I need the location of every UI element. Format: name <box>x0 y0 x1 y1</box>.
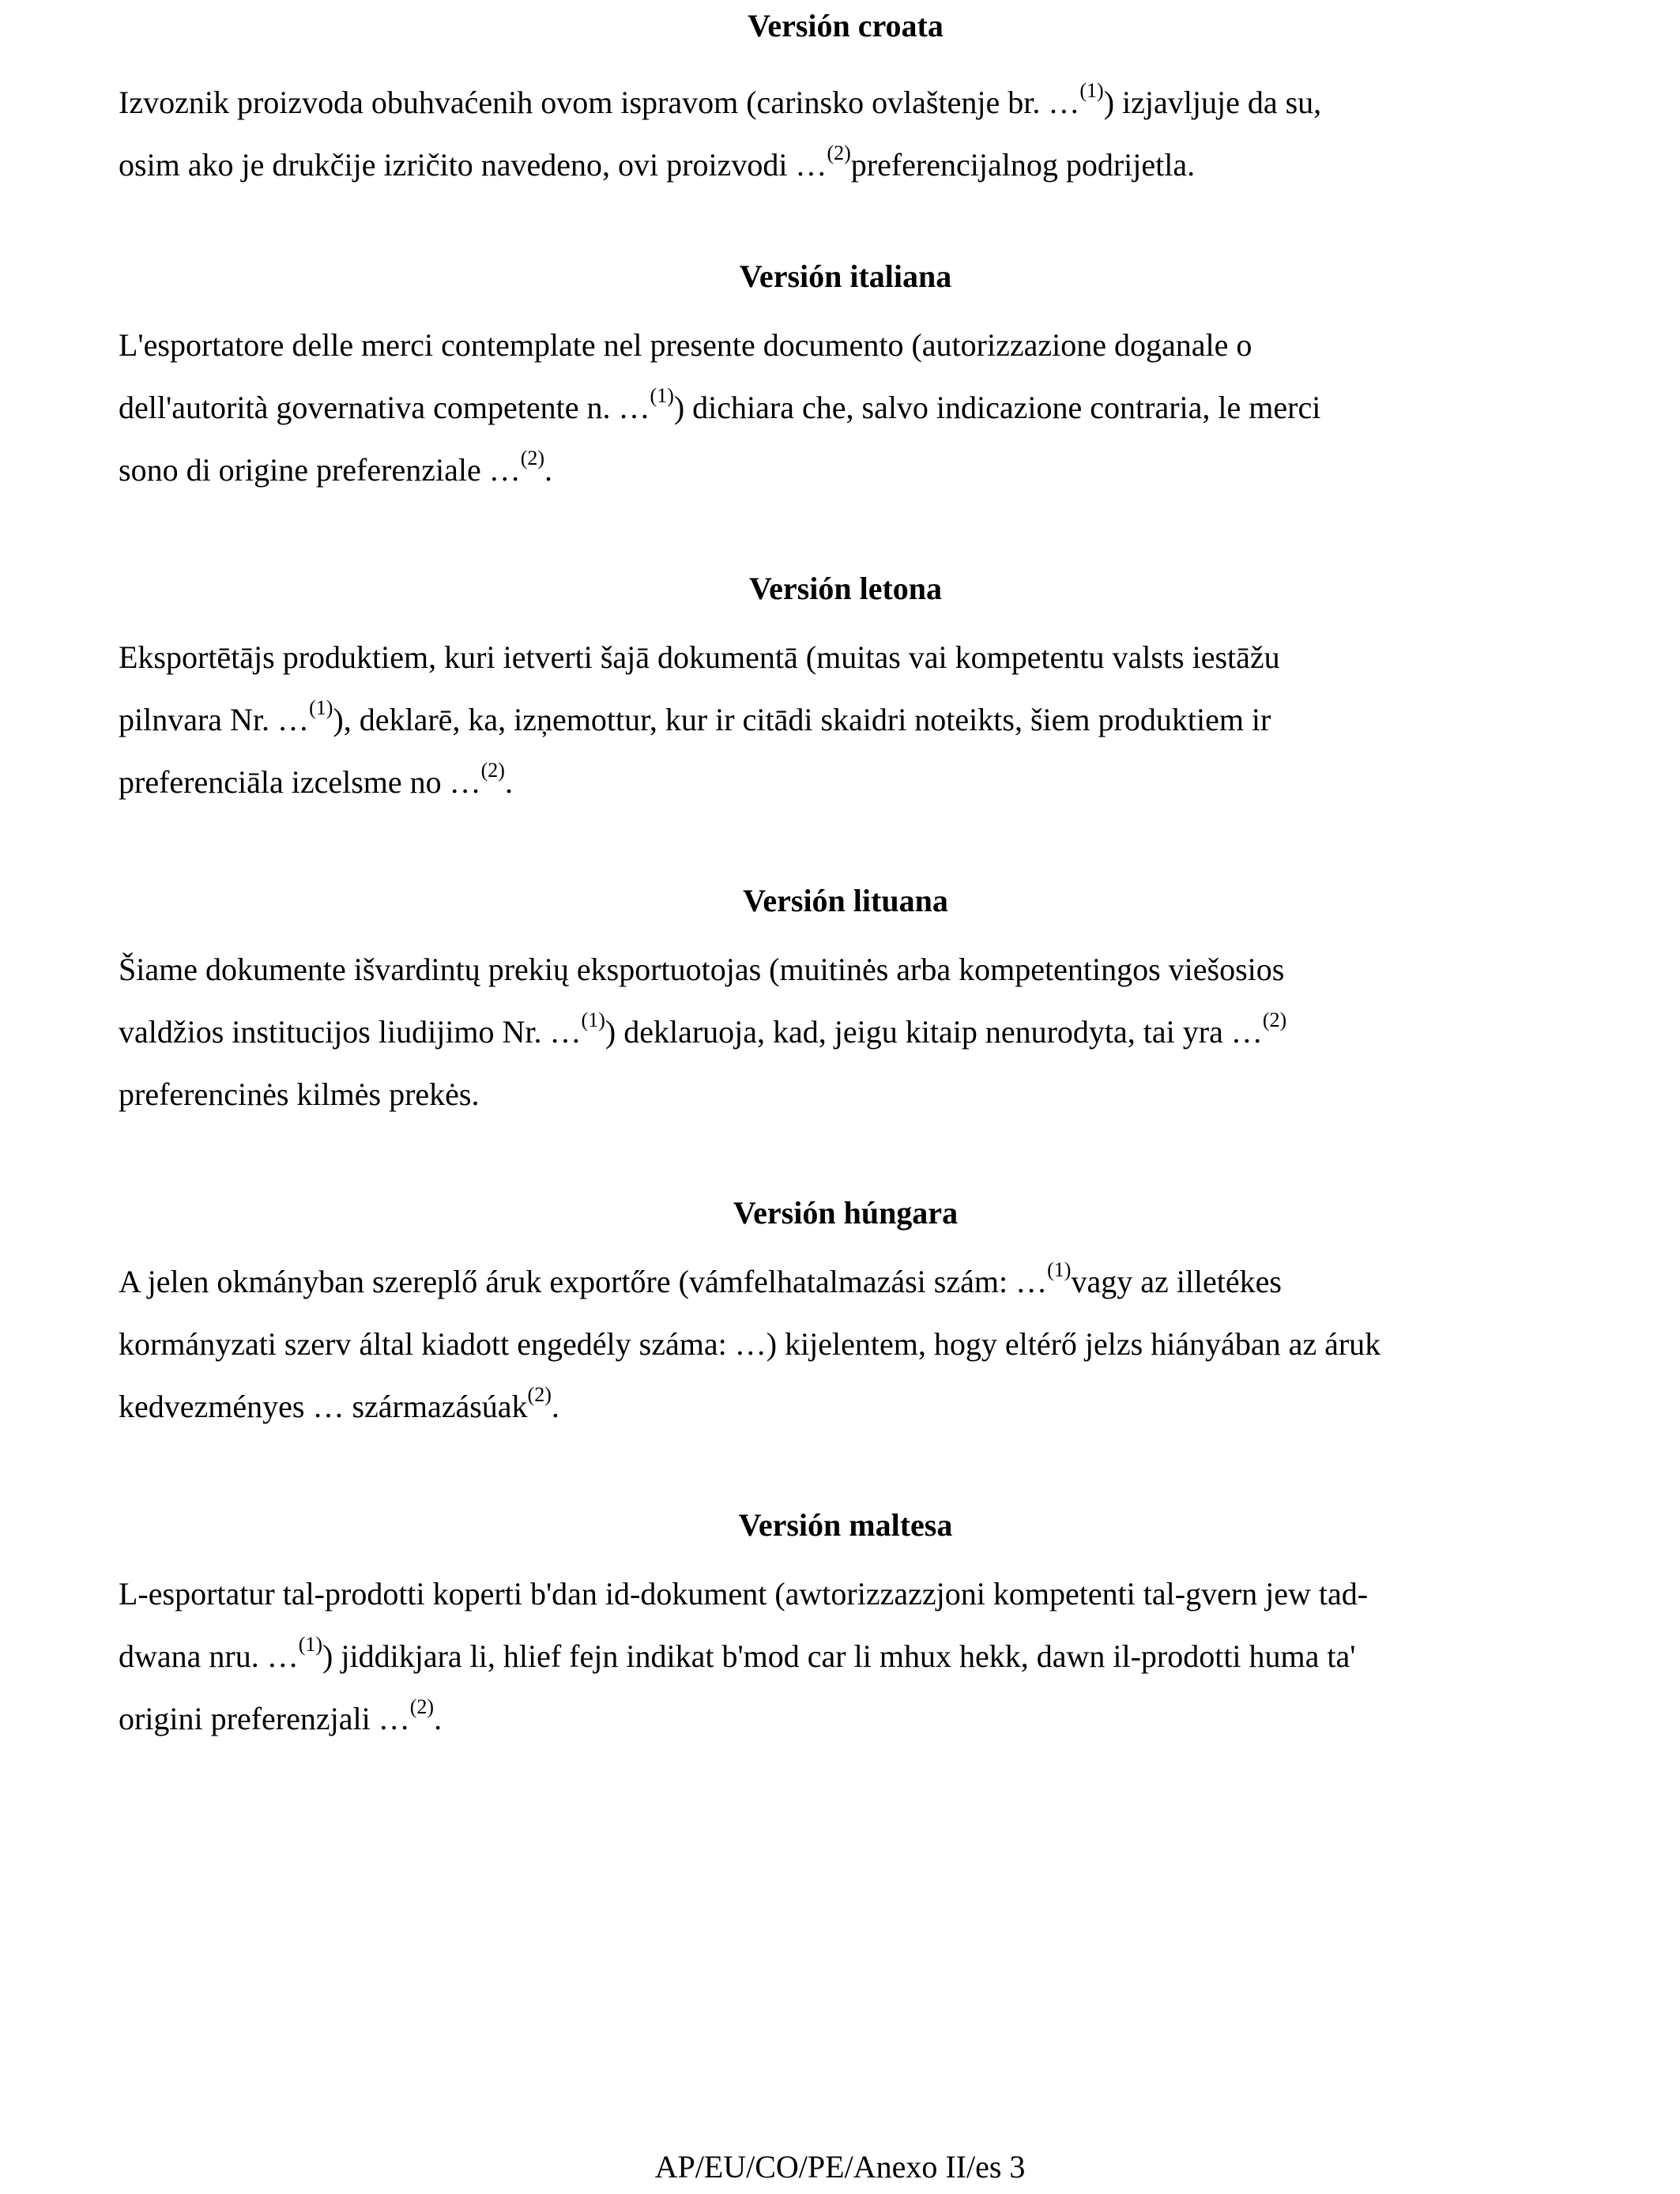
paragraph-line: dwana nru. …$^{(1)}$) jiddikjara li, hlief fejn indikat b'mod car li mhux hekk, dawn il-prodotti huma ta' <box>119 1632 1356 1674</box>
section-paragraph <box>119 626 1573 813</box>
paragraph-line: origini preferenzjali …$^{(2)}$. <box>119 1695 443 1736</box>
section-heading: Versión croata <box>748 8 944 43</box>
section-latvian <box>119 569 1573 813</box>
paragraph-line: dell'autorità governativa competente n. …$^{(1)}$) dichiara che, salvo indicazione contraria, le merci <box>119 383 1321 425</box>
section-hungarian <box>119 1193 1573 1438</box>
paragraph-line: L-esportatur tal-prodotti koperti b'dan id-dokument (awtorizzazzjoni kompetenti tal-gvern jew tad- <box>119 1576 1369 1612</box>
section-heading: Versión lituana <box>743 883 948 918</box>
paragraph-line: Šiame dokumente išvardintų prekių eksportuotojas (muitinės arba kompetentingos viešosios <box>119 952 1285 987</box>
section-maltese <box>119 1506 1573 1750</box>
page-footer: AP/EU/CO/PE/Anexo II/es 3 <box>654 2149 1026 2185</box>
paragraph-line: osim ako je drukčije izričito navedeno, ovi proizvodi …$^{(2)}$preferencijalnog podrijetla. <box>119 141 1196 183</box>
section-heading: Versión letona <box>748 571 943 606</box>
paragraph-line: preferenciāla izcelsme no …$^{(2)}$. <box>119 758 513 800</box>
paragraph-line: preferencinės kilmės prekės. <box>119 1076 480 1112</box>
section-croatian <box>119 6 1573 196</box>
section-heading: Versión italiana <box>739 258 952 294</box>
paragraph-line: valdžios institucijos liudijimo Nr. …$^{(1)}$) deklaruoja, kad, jeigu kitaip nenurodyta, tai yra …$^{(2)}$ <box>119 1008 1287 1050</box>
paragraph-line: Izvoznik proizvoda obuhvaćenih ovom ispravom (carinsko ovlaštenje br. …$^{(1)}$) izjavljuje da su, <box>119 78 1322 120</box>
paragraph-line: A jelen okmányban szereplő áruk exportőre (vámfelhatalmazási szám: …$^{(1)}$vagy az illetékes <box>119 1257 1282 1299</box>
section-paragraph <box>119 1250 1573 1438</box>
section-heading: Versión húngara <box>733 1195 959 1231</box>
paragraph-line: kedvezményes … származásúak$^{(2)}$. <box>119 1382 559 1424</box>
section-paragraph <box>119 938 1573 1125</box>
section-lithuanian <box>119 881 1573 1125</box>
paragraph-line: L'esportatore delle merci contemplate nel presente documento (autorizzazione doganale o <box>119 327 1252 363</box>
paragraph-line: kormányzati szerv által kiadott engedély száma: …) kijelentem, hogy eltérő jelzs hiányában az áruk <box>119 1326 1381 1362</box>
section-italian <box>119 257 1573 501</box>
section-heading: Versión maltesa <box>738 1507 953 1543</box>
section-paragraph <box>119 71 1573 196</box>
section-paragraph <box>119 314 1573 501</box>
paragraph-line: Eksportētājs produktiem, kuri ietverti šajā dokumentā (muitas vai kompetentu valsts iestāžu <box>119 639 1280 675</box>
paragraph-line: sono di origine preferenziale …$^{(2)}$. <box>119 446 553 488</box>
section-paragraph <box>119 1563 1573 1750</box>
paragraph-line: pilnvara Nr. …$^{(1)}$), deklarē, ka, izņemottur, kur ir citādi skaidri noteikts, šiem produktiem ir <box>119 696 1271 737</box>
